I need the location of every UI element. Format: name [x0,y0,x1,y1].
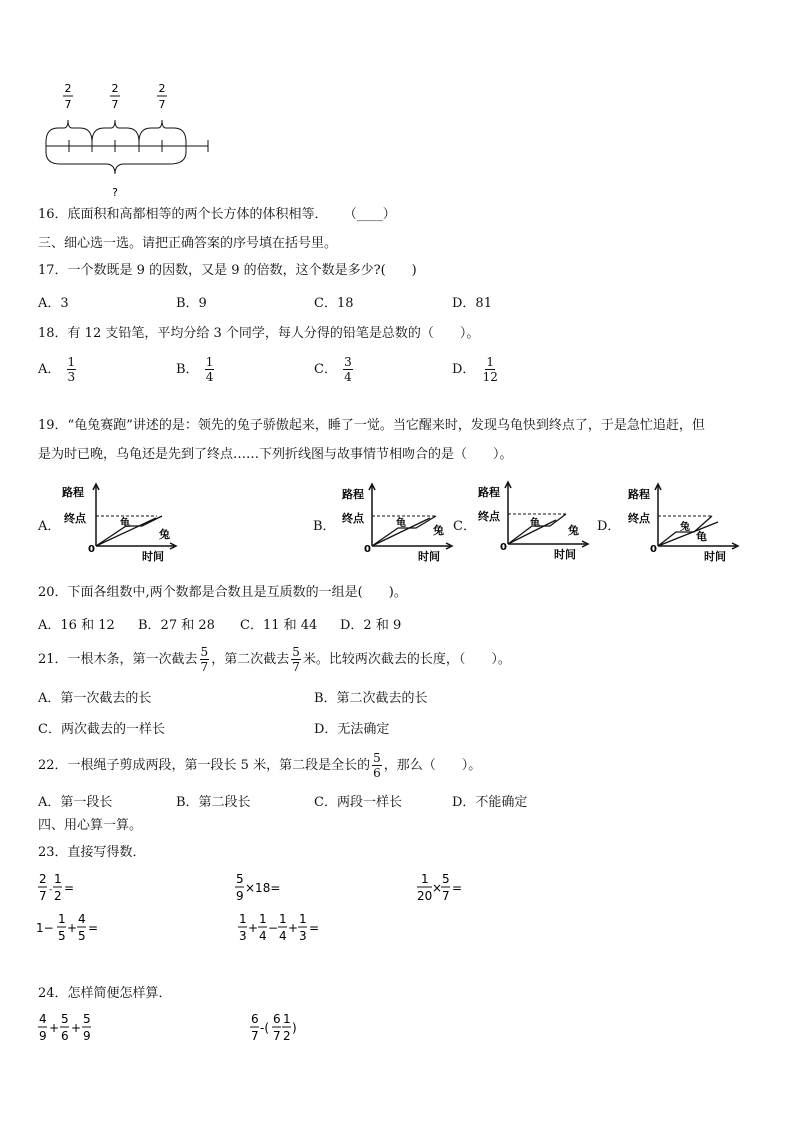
q21-option-c[interactable]: C．两次截去的一样长 [38,722,165,737]
diagram-frac-den-1: 7 [64,98,72,111]
q17-option-c[interactable]: C．18 [314,296,354,311]
graph-b-rabbit: 兔 [433,524,444,537]
q22-frac-den: 6 [373,766,381,780]
svg-text:4: 4 [279,929,287,943]
svg-text:2: 2 [39,872,47,886]
q23-expression-5 [236,910,336,946]
q16-answer-blank[interactable]: （____） [343,207,396,222]
q21-fraction-1 [200,646,210,673]
q21-frac1-den: 7 [200,660,209,674]
graph-d-finish: 终点 [628,512,650,525]
q18-option-d[interactable] [452,356,501,383]
q23-expression-2 [233,870,293,906]
svg-text:6: 6 [251,1012,259,1026]
q22-stem-a: 22．一根绳子剪成两段，第一段长 5 米，第二段是全长的 [38,758,371,773]
graph-d-origin: 0 [650,544,657,555]
svg-text:1−: 1− [36,921,54,935]
q16-text: 16．底面积和高都相等的两个长方体的体积相等． [38,207,328,222]
svg-text:6: 6 [61,1029,69,1043]
q18-option-a[interactable] [38,356,78,383]
q18-option-b-fraction [205,356,215,383]
svg-text:5: 5 [442,872,450,886]
svg-text:-: - [49,885,53,895]
svg-text:3: 3 [299,929,307,943]
svg-text:4: 4 [259,929,267,943]
q18-option-a-fraction [67,356,77,383]
diagram-frac-num-2: 2 [111,82,119,95]
diagram-frac-den-2: 7 [111,98,119,111]
svg-text:5: 5 [236,872,244,886]
svg-text:×18=: ×18= [245,881,281,895]
q22-stem [38,752,481,779]
fraction-brace-diagram [38,80,218,200]
svg-text:5: 5 [78,929,86,943]
graph-a-origin: 0 [88,544,95,555]
svg-text:+: + [71,1021,82,1035]
graph-b-tortoise: 龟 [396,518,406,529]
q22-fraction [372,752,382,779]
q19-graph-a[interactable] [62,482,180,564]
diagram-frac-num-3: 2 [158,82,166,95]
q18-d-den: 12 [482,370,498,384]
question-16 [38,206,396,224]
graph-a-xlabel: 时间 [142,550,164,563]
q18-c-num: 3 [344,355,352,369]
svg-text:5: 5 [58,929,66,943]
svg-text:1: 1 [259,912,267,926]
graph-b-xlabel: 时间 [418,550,440,563]
q21-option-a[interactable]: A．第一次截去的长 [38,691,152,706]
svg-text:): ) [292,1021,297,1035]
q24-expression-2 [248,1010,318,1046]
q19-stem-line-2: 是为时已晚，乌龟还是先到了终点……下列折线图与故事情节相吻合的是（ ）。 [38,447,513,462]
q22-option-a[interactable]: A．第一段长 [38,795,113,810]
svg-text:4: 4 [39,1012,47,1026]
q20-option-a[interactable]: A．16 和 12 [38,618,115,633]
q19-option-d-label[interactable]: D． [597,519,621,534]
q20-stem: 20．下面各组数中,两个数都是合数且是互质数的一组是( )。 [38,585,407,600]
q19-graph-d[interactable] [624,482,742,564]
graph-d-rabbit: 兔 [680,522,690,533]
graph-a-ylabel: 路程 [62,486,84,499]
q19-graph-c[interactable] [474,480,592,562]
graph-b-ylabel: 路程 [342,488,364,501]
svg-text:20: 20 [417,889,433,903]
graph-c-tortoise: 龟 [530,518,540,529]
q20-option-d[interactable]: D．2 和 9 [340,618,402,633]
svg-text:+: + [49,1021,60,1035]
q24-expression-1 [36,1010,106,1046]
q18-option-d-fraction [482,356,499,383]
section-3-heading: 三、细心选一选。请把正确答案的序号填在括号里。 [38,236,338,251]
svg-text:7: 7 [251,1029,259,1043]
graph-a-rabbit: 兔 [159,528,170,541]
q18-option-c-label: C． [314,362,337,377]
graph-c-xlabel: 时间 [554,548,576,561]
q18-a-den: 3 [67,370,76,384]
svg-text:=: = [452,881,463,895]
svg-text:5: 5 [83,1012,91,1026]
graph-b-origin: 0 [364,544,371,555]
q18-option-b[interactable] [176,356,216,383]
graph-c-finish: 终点 [478,510,500,523]
q18-stem: 18．有 12 支铅笔，平均分给 3 个同学，每人分得的铅笔是总数的（ ）。 [38,326,480,341]
svg-text:9: 9 [39,1029,47,1043]
q21-stem-c: 米。比较两次截去的长度，（ ）。 [302,652,511,667]
q22-frac-num: 5 [373,751,381,765]
q19-option-c-label[interactable]: C． [453,519,476,534]
svg-text:1: 1 [58,912,66,926]
q21-frac2-den: 7 [292,660,300,674]
diagram-frac-den-3: 7 [158,98,166,111]
q18-b-num: 1 [205,355,214,369]
q21-fraction-2 [291,646,301,673]
q17-stem: 17．一个数既是 9 的因数，又是 9 的倍数，这个数是多少?( ) [38,263,417,278]
q21-stem [38,646,511,673]
svg-text:1: 1 [239,912,247,926]
q18-option-d-label: D． [452,362,476,377]
svg-text:3: 3 [239,929,247,943]
svg-text:+: + [288,921,299,935]
svg-text:+: + [67,921,78,935]
svg-text:=: = [309,921,320,935]
graph-b-finish: 终点 [342,512,364,525]
graph-c-ylabel: 路程 [478,486,500,499]
q20-option-c[interactable]: C．11 和 44 [240,618,318,633]
svg-text:=: = [88,921,99,935]
svg-text:1: 1 [421,872,429,886]
q18-d-num: 1 [486,355,495,369]
q18-option-a-label: A． [38,362,61,377]
svg-text:=: = [64,881,75,895]
q19-graph-b[interactable] [338,482,456,564]
svg-text:7: 7 [442,889,450,903]
q18-b-den: 4 [205,370,214,384]
q21-frac1-num: 5 [200,645,209,659]
q22-option-b[interactable]: B．第二段长 [176,795,251,810]
section-4-heading: 四、用心算一算。 [38,818,143,833]
q23-expression-4 [36,910,106,946]
q18-option-c-fraction [343,356,353,383]
q18-a-num: 1 [67,355,76,369]
graph-c-origin: 0 [500,542,507,553]
q22-stem-b: ，那么（ ）。 [383,758,482,773]
q19-option-b-label[interactable]: B． [313,519,336,534]
svg-text:1: 1 [283,1012,291,1026]
q21-frac2-num: 5 [292,645,300,659]
graph-d-xlabel: 时间 [704,550,726,563]
svg-text:7: 7 [273,1029,281,1043]
graph-d-tortoise: 龟 [696,530,707,543]
q21-option-b[interactable]: B．第二次截去的长 [314,691,428,706]
svg-text:-(: -( [260,1021,270,1035]
q21-stem-a: 21．一根木条，第一次截去 [38,652,198,667]
q24-stem: 24．怎样简便怎样算． [38,986,172,1001]
q17-option-b[interactable]: B．9 [176,296,207,311]
svg-text:×: × [432,881,443,895]
svg-text:1: 1 [54,872,62,886]
q23-expression-3 [415,870,475,906]
q18-option-c[interactable] [314,356,355,383]
q20-option-b[interactable]: B．27 和 28 [138,618,215,633]
svg-text:6: 6 [273,1012,281,1026]
q18-option-b-label: B． [176,362,199,377]
graph-d-ylabel: 路程 [628,488,650,501]
q19-stem-line-1: 19．“龟兔赛跑”讲述的是：领先的兔子骄傲起来，睡了一觉。当它醒来时，发现乌龟快到终点了，于是急忙追赶，但 [38,418,705,433]
graph-a-tortoise: 龟 [120,518,130,529]
svg-text:5: 5 [61,1012,69,1026]
graph-c-rabbit: 兔 [568,524,579,537]
q17-option-a[interactable]: A．3 [38,296,69,311]
diagram-frac-num-1: 2 [64,82,72,95]
q22-option-d[interactable]: D．不能确定 [452,795,528,810]
svg-text:1: 1 [299,912,307,926]
svg-text:4: 4 [78,912,86,926]
q21-option-d[interactable]: D．无法确定 [314,722,390,737]
svg-text:9: 9 [236,889,244,903]
svg-text:2: 2 [54,889,62,903]
diagram-question-mark: ? [112,186,118,199]
svg-text:+: + [248,921,259,935]
q21-stem-b: ，第二次截去 [211,652,290,667]
q23-expression-1 [36,870,86,906]
svg-text:−: − [268,921,279,935]
q23-stem: 23．直接写得数． [38,845,146,860]
graph-a-finish: 终点 [64,512,86,525]
svg-text:7: 7 [39,889,47,903]
q19-option-a-label[interactable]: A． [38,519,61,534]
q17-option-d[interactable]: D．81 [452,296,492,311]
q22-option-c[interactable]: C．两段一样长 [314,795,402,810]
svg-text:2: 2 [283,1029,291,1043]
svg-text:1: 1 [279,912,287,926]
svg-text:9: 9 [83,1029,91,1043]
q18-c-den: 4 [344,370,352,384]
